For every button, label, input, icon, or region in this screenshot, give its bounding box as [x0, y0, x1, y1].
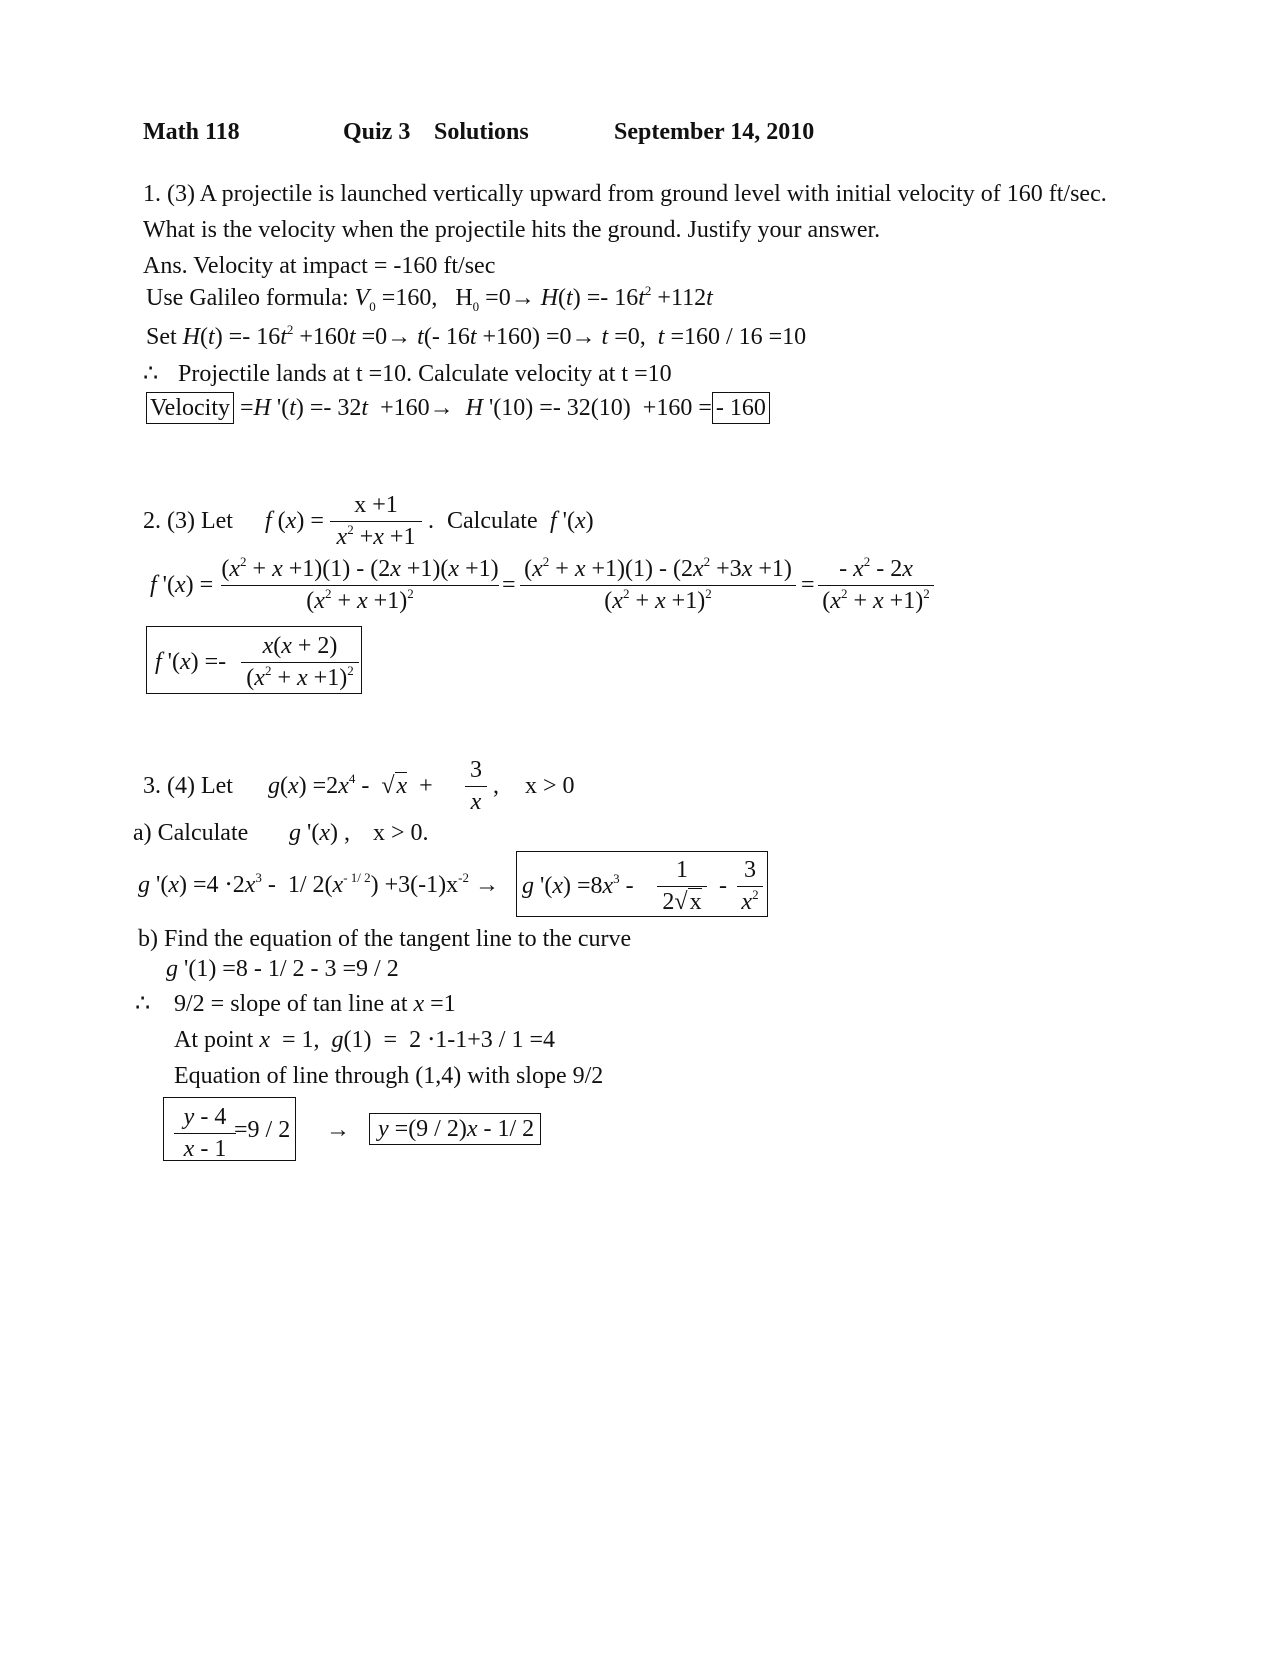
q3-part-b: b) Find the equation of the tangent line to the curve: [138, 926, 632, 952]
q3-therefore-symbol: ∴: [135, 991, 151, 1017]
quiz-label: Quiz 3: [343, 119, 411, 145]
q3-gprime-answer-box: g '$(x) =8x^3$ - 1 2√x - 3 $x^2$: [516, 851, 768, 917]
q3-point-slope-box: y - 4 x - 1 =9 / 2: [163, 1097, 296, 1161]
q3-slope-calc: g '(1) =8 - 1/ 2 - 3 =9 / 2: [166, 956, 399, 982]
q1-galileo-line: Use Galileo formula: $V_0 =160$, $H_0 =0\to H(t) =- 16t^2 +112t$: [146, 283, 713, 314]
course-title: Math 118: [143, 119, 240, 145]
q1-prompt-line2: What is the velocity when the projectile hits the ground. Justify your answer.: [143, 217, 881, 243]
q3-line-through: Equation of line through (1,4) with slope 9/2: [174, 1063, 604, 1089]
q3-gprime-work: g '$(x) =4 \cdot 2x^3 - 1/$ $2(x^{- 1/ 2}) +3(-1)x^{-2}$ →: [138, 870, 500, 898]
q2-calculate: Calculate: [447, 508, 538, 534]
q3-g-fraction: 3 x: [465, 757, 487, 816]
q3-g-def: $g(x) =2x^4 - √x$ +: [268, 771, 433, 799]
q2-label: 2. (3) Let: [143, 508, 233, 534]
q3-final-equation-box: y =(9 / 2)x - 1/ 2: [369, 1113, 541, 1145]
q1-prompt-line1: 1. (3) A projectile is launched vertically upward from ground level with initial velocity of 160 ft/sec.: [143, 181, 1107, 207]
q3-slope-text: 9/2 = slope of tan line at: [174, 991, 408, 1017]
q1-set-line: Set $H(t) =- 16t^2 +160t =0\to t(-$ 16t +160) =0→ t =0, t =160 / 16 =10: [146, 322, 807, 350]
q2-fprime-target: f '(x): [550, 508, 594, 534]
q2-f-def: f (x) =: [265, 508, 324, 534]
q1-velocity-line: Velocity =H '(t) =- 32t +160→ H '(10) =- 32(10) +160 = - 160: [146, 396, 770, 420]
q3-domain: x > 0: [525, 773, 575, 799]
q3-at-point: At point: [174, 1027, 254, 1053]
q1-lands-text: Projectile lands at t =10. Calculate velocity at t =10: [178, 361, 672, 387]
q3-part-a-target: g '(x) ,: [289, 820, 350, 846]
q2-simplified-fraction: - $x^2 - 2x$ $(x^2 + x +1)^2$: [818, 556, 934, 615]
q3-part-a-label: a) Calculate: [133, 820, 249, 846]
q2-f-numerator: x +1: [354, 492, 398, 518]
q2-quotient-rule-fraction: $(x^2 + x +1)(1) - (2x +1)(x +1)$ $(x^2 + x +1)^2$: [221, 554, 499, 614]
q3-arrow: →: [326, 1117, 350, 1143]
q2-answer-box: f '(x) =- x(x + 2) $(x^2 + x +1)^2$: [146, 626, 362, 694]
q1-result-box: - 160: [712, 392, 770, 424]
q2-expanded-fraction: $(x^2 + x +1)(1) - (2x^2 +3x +1)$ $(x^2 + x +1)^2$: [520, 556, 796, 615]
q1-velocity-box: Velocity: [146, 392, 234, 424]
q3-point-line: At point x = 1, g(1) = 2 ⋅1-1+3 / 1 =4: [174, 1027, 556, 1053]
q3-label: 3. (4) Let: [143, 773, 233, 799]
q1-set-prefix: Set: [146, 324, 183, 350]
q2-f-fraction: x +1 $x^2 +x +1$: [330, 492, 422, 551]
quiz-date: September 14, 2010: [614, 119, 815, 145]
q1-answer: Ans. Velocity at impact = -160 ft/sec: [143, 253, 496, 279]
solutions-label: Solutions: [434, 119, 529, 145]
q2-fprime-label: f '(x) =: [150, 572, 214, 598]
q1-galileo-prefix: Use Galileo formula:: [146, 285, 355, 311]
q3-slope-line: 9/2 = slope of tan line at x =1: [174, 991, 456, 1017]
q1-therefore-symbol: ∴: [143, 361, 159, 387]
q3-part-a-domain: x > 0.: [373, 820, 429, 846]
